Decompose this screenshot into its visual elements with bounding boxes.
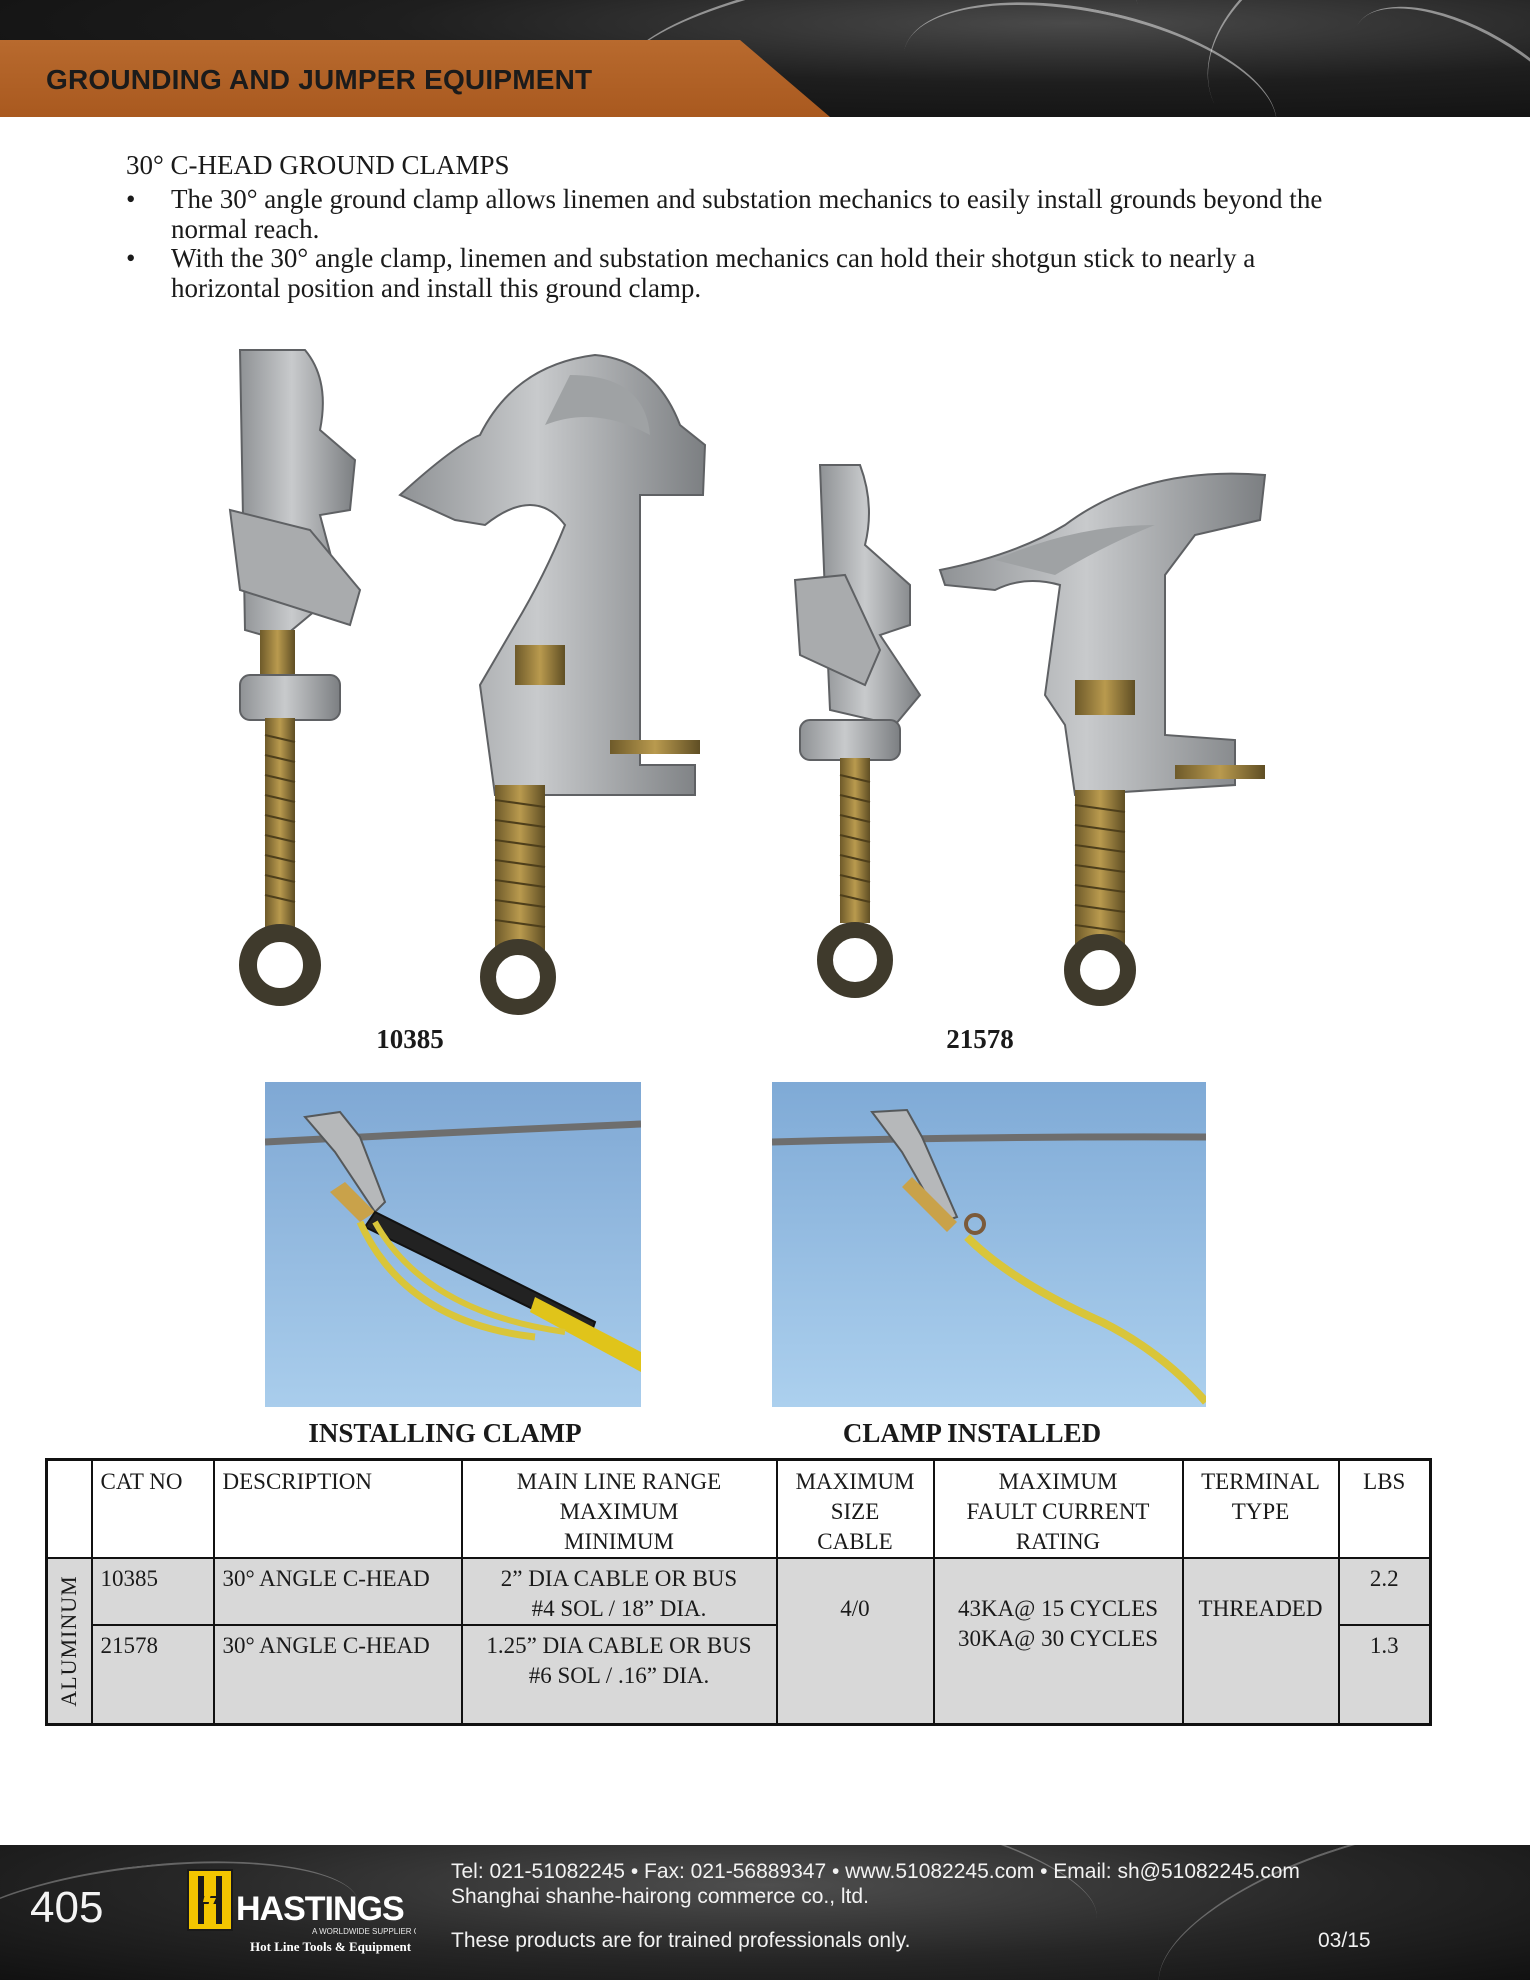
header-line: SIZE xyxy=(830,1499,880,1524)
bullet-text: The 30° angle ground clamp allows linemen and substation mechanics to easily install grounds beyond the normal reach. xyxy=(171,184,1323,244)
header-line: FAULT CURRENT xyxy=(966,1499,1150,1524)
company-name: Shanghai shanhe-hairong commerce co., ltd. xyxy=(451,1885,869,1908)
header-material xyxy=(47,1460,92,1559)
cell-max-size-cable: 4/0 xyxy=(777,1558,934,1724)
product-caption-21578: 21578 xyxy=(946,1024,1014,1054)
hastings-logo-mark xyxy=(186,1858,416,1968)
fault-current-line: 43KA@ 15 CYCLES xyxy=(957,1596,1159,1621)
logo-wordmark: HASTINGS xyxy=(236,1890,404,1928)
header-cat-no: CAT NO xyxy=(92,1460,214,1559)
photo-caption-installing: INSTALLING CLAMP xyxy=(308,1418,582,1448)
header-lbs: LBS xyxy=(1339,1460,1431,1559)
header-line: RATING xyxy=(1015,1529,1101,1554)
header-description: DESCRIPTION xyxy=(214,1460,462,1559)
bullet-symbol: • xyxy=(126,184,136,214)
range-max: 1.25” DIA CABLE OR BUS xyxy=(486,1633,752,1658)
header-line: TERMINAL xyxy=(1201,1469,1320,1494)
table-row xyxy=(47,1558,1431,1625)
revision-date: 03/15 xyxy=(1318,1929,1371,1952)
cell-fault-current xyxy=(934,1558,1183,1724)
cell-range xyxy=(462,1625,777,1724)
clamp-installed-photo xyxy=(772,1082,1206,1407)
range-min: #6 SOL / .16” DIA. xyxy=(528,1663,710,1688)
clamp-21578-front-photo xyxy=(935,465,1275,1015)
fault-current-line: 30KA@ 30 CYCLES xyxy=(957,1626,1159,1651)
header-line: MAXIMUM xyxy=(795,1469,915,1494)
header-line: MAXIMUM xyxy=(998,1469,1118,1494)
page-header xyxy=(0,0,1530,117)
section-title: 30° C-HEAD GROUND CLAMPS xyxy=(126,150,510,180)
cell-description: 30° ANGLE C-HEAD xyxy=(214,1625,462,1724)
hastings-logo xyxy=(186,1858,416,1968)
cell-terminal-type: THREADED xyxy=(1183,1558,1339,1724)
clamp-10385-front-photo xyxy=(395,345,715,1015)
installing-clamp-photo xyxy=(265,1082,641,1407)
header-terminal-type xyxy=(1183,1460,1339,1559)
header-main-line-range xyxy=(462,1460,777,1559)
cell-lbs: 1.3 xyxy=(1339,1625,1431,1724)
table-header-row xyxy=(47,1460,1431,1559)
header-max-fault-current xyxy=(934,1460,1183,1559)
logo-subtitle: Hot Line Tools & Equipment xyxy=(250,1939,412,1954)
safety-notice: These products are for trained professionals only. xyxy=(451,1929,911,1952)
contact-line: Tel: 021-51082245 • Fax: 021-56889347 • www.51082245.com • Email: sh@51082245.com xyxy=(451,1860,1300,1883)
bullet-text: With the 30° angle clamp, linemen and substation mechanics can hold their shotgun stick to nearly a horizontal position and install this ground clamp. xyxy=(171,243,1256,303)
cell-cat-no: 10385 xyxy=(92,1558,214,1625)
range-min: #4 SOL / 18” DIA. xyxy=(531,1596,707,1621)
clamp-21578-side-photo xyxy=(785,465,945,1015)
header-max-size-cable xyxy=(777,1460,934,1559)
material-label: ALUMINUM xyxy=(56,1575,82,1707)
logo-tagline: A WORLDWIDE SUPPLIER OF xyxy=(312,1927,416,1936)
header-line: MAIN LINE RANGE xyxy=(516,1469,722,1494)
material-cell xyxy=(47,1558,92,1724)
clamp-10385-side-photo xyxy=(220,340,380,1020)
header-title: GROUNDING AND JUMPER EQUIPMENT xyxy=(46,64,593,95)
cell-description: 30° ANGLE C-HEAD xyxy=(214,1558,462,1625)
page-footer xyxy=(0,1845,1530,1980)
page-number: 405 xyxy=(30,1883,104,1932)
spec-table xyxy=(45,1458,1432,1726)
header-line: CABLE xyxy=(817,1529,893,1554)
cell-lbs: 2.2 xyxy=(1339,1558,1431,1625)
header-line: MINIMUM xyxy=(564,1529,674,1554)
header-line: TYPE xyxy=(1231,1499,1290,1524)
cell-cat-no: 21578 xyxy=(92,1625,214,1724)
range-max: 2” DIA CABLE OR BUS xyxy=(500,1566,738,1591)
product-caption-10385: 10385 xyxy=(376,1024,444,1054)
photo-caption-installed: CLAMP INSTALLED xyxy=(842,1418,1102,1448)
cell-range xyxy=(462,1558,777,1625)
header-line: MAXIMUM xyxy=(559,1499,679,1524)
bullet-symbol: • xyxy=(126,243,136,273)
